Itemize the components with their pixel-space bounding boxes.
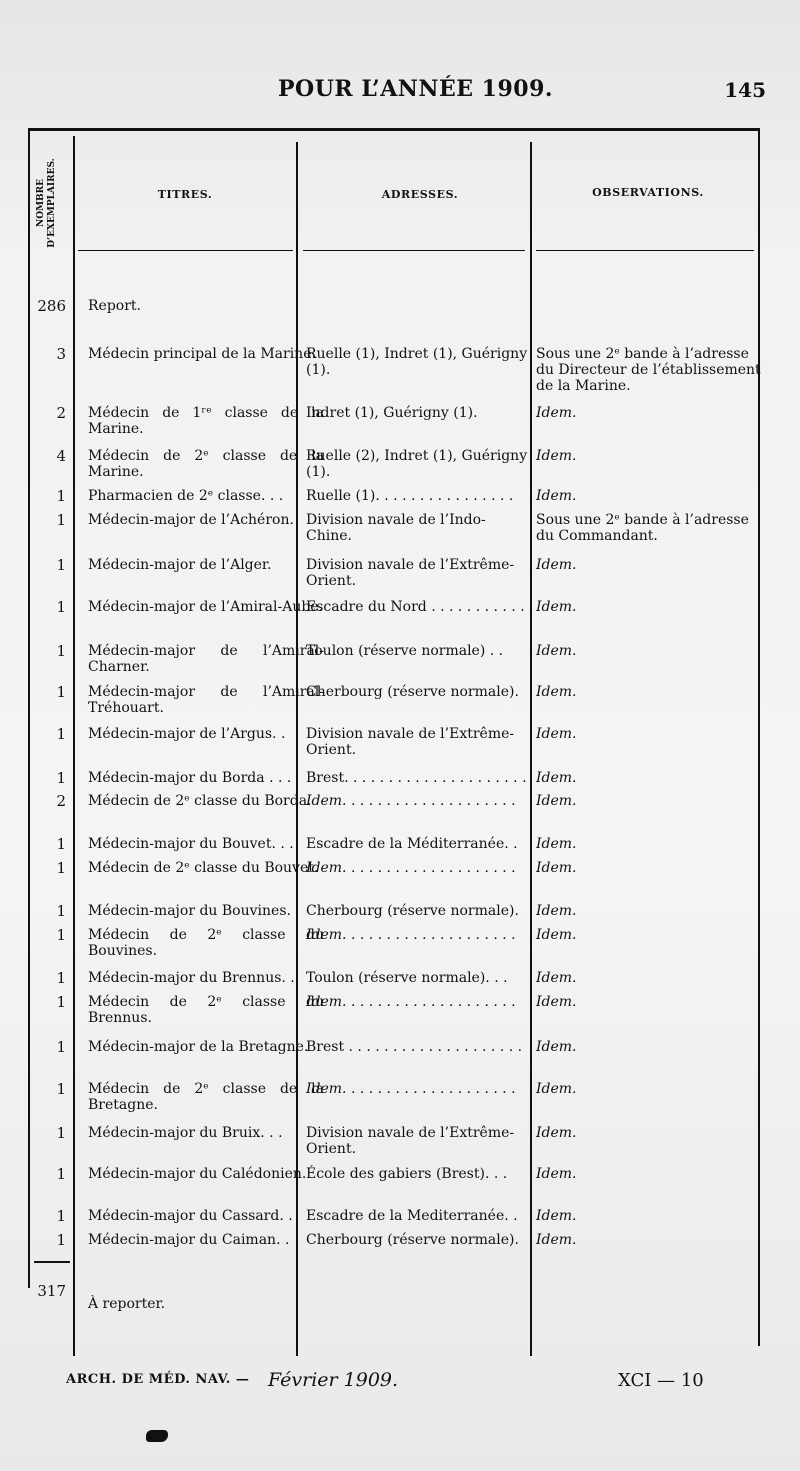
row-title: Médecin-major de l’Argus. . [88, 726, 286, 742]
row-count: 1 [56, 1080, 66, 1098]
row-address: Cherbourg (réserve normale). [306, 903, 519, 919]
row-observation: Idem. [536, 684, 577, 700]
row-observation: Idem. [536, 994, 577, 1010]
row-title: Médecin-major du Caiman. . [88, 1232, 290, 1248]
row-count: 2 [56, 404, 66, 422]
row-title: Médecin-major de l’Amiral-Tréhouart. [88, 684, 324, 716]
row-observation: Idem. [536, 860, 577, 876]
row-address: Idem. . . . . . . . . . . . . . . . . . . . [306, 793, 516, 809]
row-title: Médecin-major du Bruix. . . [88, 1125, 283, 1141]
row-address: Idem. . . . . . . . . . . . . . . . . . . . [306, 860, 516, 876]
titles-header: TITRES. [157, 188, 213, 201]
row-address: Cherbourg (réserve normale). [306, 684, 519, 700]
row-address: Idem. . . . . . . . . . . . . . . . . . . . [306, 994, 516, 1010]
addresses-header: ADRESSES. [381, 188, 459, 201]
row-title: Médecin-major du Borda . . . [88, 770, 292, 786]
row-title: Pharmacien de 2ᵉ classe. . . [88, 488, 284, 504]
row-observation: Sous une 2ᵉ bande à l’adresse du Directeur de l’établissement de la Marine. [536, 346, 761, 394]
header-underline-observations [536, 250, 754, 251]
row-count: 1 [56, 725, 66, 743]
row-observation: Idem. [536, 599, 577, 615]
row-title: Médecin-major de la Bretagne. [88, 1039, 309, 1055]
row-count: 1 [56, 769, 66, 787]
row-observation: Idem. [536, 903, 577, 919]
report-count: 286 [37, 297, 66, 315]
row-address: Ruelle (2), Indret (1), Guérigny (1). [306, 448, 528, 480]
row-observation: Idem. [536, 488, 577, 504]
page-number: 145 [724, 78, 766, 102]
row-address: Brest . . . . . . . . . . . . . . . . . . . . [306, 1039, 523, 1055]
header-underline-addresses [303, 250, 525, 251]
row-count: 1 [56, 969, 66, 987]
row-title: Médecin de 2ᵉ classe de la Bretagne. [88, 1081, 324, 1113]
signature-mark: XCI — 10 [618, 1370, 704, 1391]
journal-name: ARCH. DE MÉD. NAV. — [66, 1372, 250, 1387]
row-address: Ruelle (1), Indret (1), Guérigny (1). [306, 346, 528, 378]
row-address: Idem. . . . . . . . . . . . . . . . . . . . [306, 927, 516, 943]
row-count: 4 [56, 447, 66, 465]
row-observation: Sous une 2ᵉ bande à l’adresse du Commandant. [536, 512, 749, 544]
row-observation: Idem. [536, 1081, 577, 1097]
issue-date: Février 1909. [268, 1369, 399, 1391]
row-observation: Idem. [536, 793, 577, 809]
row-count: 3 [56, 345, 66, 363]
ink-blot [146, 1430, 168, 1442]
count-header-line1: NOMBRE [36, 179, 46, 227]
row-address: Escadre du Nord . . . . . . . . . . . [306, 599, 525, 615]
row-observation: Idem. [536, 557, 577, 573]
row-title: Médecin-major de l’Alger. [88, 557, 272, 573]
row-address: Ruelle (1). . . . . . . . . . . . . . . . [306, 488, 514, 504]
row-count: 1 [56, 1207, 66, 1225]
row-observation: Idem. [536, 1232, 577, 1248]
row-address: Division navale de l’Extrême-Orient. [306, 557, 515, 589]
row-observation: Idem. [536, 1208, 577, 1224]
row-title: Médecin principal de la Marine. [88, 346, 316, 362]
row-count: 1 [56, 926, 66, 944]
row-address: Escadre de la Méditerranée. . [306, 836, 518, 852]
row-title: Médecin-major du Bouvines. [88, 903, 291, 919]
table-top-rule [28, 128, 758, 131]
row-count: 1 [56, 1165, 66, 1183]
row-count: 2 [56, 792, 66, 810]
header-underline-titles [78, 250, 293, 251]
row-observation: Idem. [536, 770, 577, 786]
row-address: École des gabiers (Brest). . . [306, 1166, 508, 1182]
row-count: 1 [56, 859, 66, 877]
row-title: Médecin-major du Bouvet. . . [88, 836, 294, 852]
row-observation: Idem. [536, 405, 577, 421]
row-observation: Idem. [536, 970, 577, 986]
row-address: Division navale de l’Extrême-Orient. [306, 1125, 515, 1157]
row-title: Médecin de 1ʳᵉ classe de la Marine. [88, 405, 324, 437]
row-title: Médecin-major de l’Amiral-Charner. [88, 643, 324, 675]
addresses-column-rule [530, 142, 532, 1356]
row-address: Toulon (réserve normale). . . [306, 970, 508, 986]
row-observation: Idem. [536, 726, 577, 742]
row-observation: Idem. [536, 836, 577, 852]
total-label: À reporter. [88, 1296, 166, 1312]
count-header-line2: D’EXEMPLAIRES. [47, 158, 57, 248]
total-count: 317 [37, 1282, 66, 1300]
row-observation: Idem. [536, 1125, 577, 1141]
row-title: Médecin de 2ᵉ classe du Brennus. [88, 994, 324, 1026]
row-title: Médecin-major de l’Achéron. [88, 512, 294, 528]
row-address: Escadre de la Mediterranée. . [306, 1208, 518, 1224]
report-label: Report. [88, 298, 141, 314]
row-count: 1 [56, 683, 66, 701]
row-count: 1 [56, 598, 66, 616]
total-rule [34, 1261, 70, 1263]
observations-header: OBSERVATIONS. [592, 186, 704, 199]
row-count: 1 [56, 511, 66, 529]
row-count: 1 [56, 1038, 66, 1056]
row-count: 1 [56, 902, 66, 920]
row-count: 1 [56, 642, 66, 660]
count-column-header [36, 148, 58, 258]
row-observation: Idem. [536, 1039, 577, 1055]
row-observation: Idem. [536, 448, 577, 464]
row-address: Indret (1), Guérigny (1). [306, 405, 478, 421]
row-address: Division navale de l’Extrême-Orient. [306, 726, 515, 758]
row-address: Division navale de l’Indo-Chine. [306, 512, 486, 544]
row-title: Médecin de 2ᵉ classe de la Marine. [88, 448, 324, 480]
row-address: Idem. . . . . . . . . . . . . . . . . . . . [306, 1081, 516, 1097]
row-title: Médecin-major du Cassard. . [88, 1208, 293, 1224]
running-title: POUR L’ANNÉE 1909. [278, 76, 554, 102]
row-address: Toulon (réserve normale) . . [306, 643, 504, 659]
row-address: Cherbourg (réserve normale). [306, 1232, 519, 1248]
row-observation: Idem. [536, 927, 577, 943]
row-count: 1 [56, 835, 66, 853]
row-title: Médecin-major de l’Amiral-Aube. [88, 599, 324, 615]
row-observation: Idem. [536, 1166, 577, 1182]
row-count: 1 [56, 487, 66, 505]
row-title: Médecin-major du Calédonien. [88, 1166, 307, 1182]
row-address: Brest. . . . . . . . . . . . . . . . . . . . . [306, 770, 527, 786]
page-header [0, 76, 800, 110]
row-count: 1 [56, 1124, 66, 1142]
row-observation: Idem. [536, 643, 577, 659]
row-title: Médecin-major du Brennus. . [88, 970, 295, 986]
row-count: 1 [56, 1231, 66, 1249]
count-column-rule [73, 136, 75, 1356]
row-title: Médecin de 2ᵉ classe du Bouvet. [88, 860, 319, 876]
row-title: Médecin de 2ᵉ classe du Borda. [88, 793, 312, 809]
row-count: 1 [56, 556, 66, 574]
row-title: Médecin de 2ᵉ classe du Bouvines. [88, 927, 324, 959]
row-count: 1 [56, 993, 66, 1011]
